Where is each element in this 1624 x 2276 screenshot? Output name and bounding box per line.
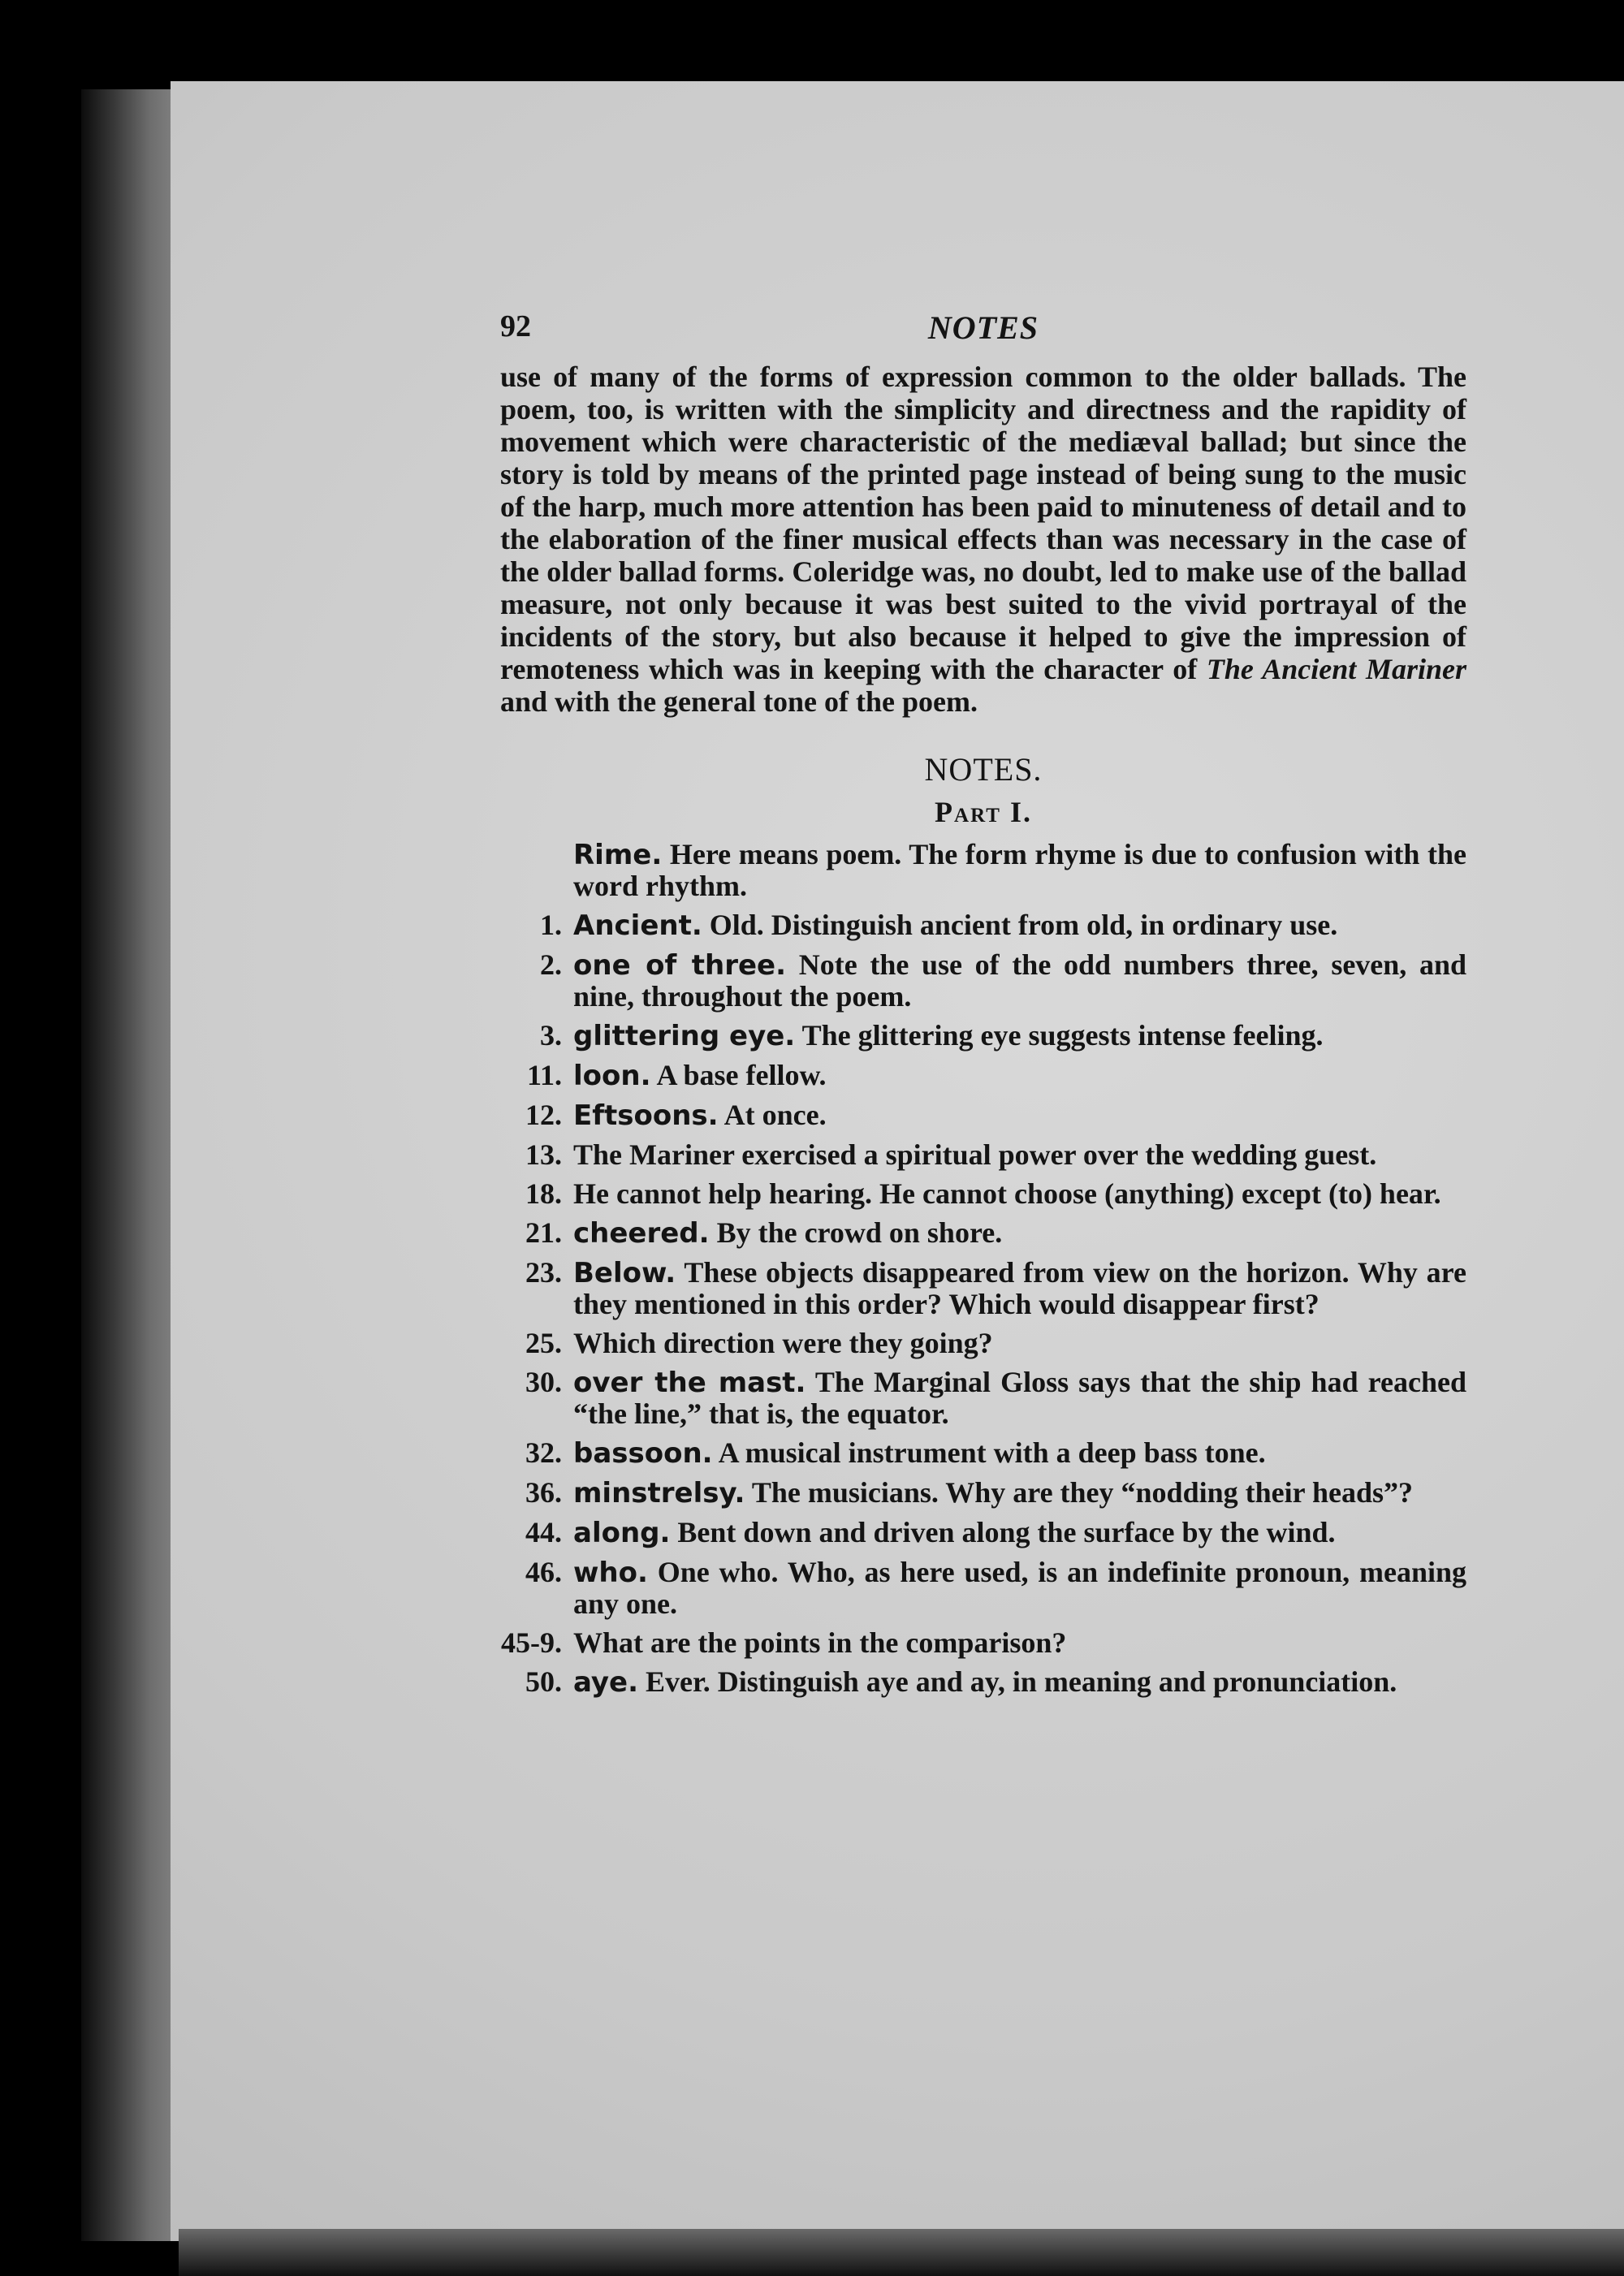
intro-paragraph — [500, 361, 1466, 718]
note-line-number: 3. — [540, 1019, 562, 1052]
note-entry — [500, 1328, 1466, 1358]
note-entry — [500, 1257, 1466, 1319]
note-entry — [500, 1477, 1466, 1509]
note-text: The musicians. Why are they “nodding their heads”? — [751, 1476, 1413, 1509]
note-entry — [500, 949, 1466, 1012]
note-entry — [500, 1020, 1466, 1052]
note-text: Which direction were they going? — [573, 1327, 993, 1359]
note-term: along. — [573, 1517, 671, 1549]
note-entry — [500, 1627, 1466, 1658]
intro-text: use of many of the forms of expression common to the older ballads. The poem, too, is written with the simplicity and directness and the rapidity of movement which were characteristic of the mediæval ballad; but since the story is told by means of the printed page instead of being sung to the music of the harp, much more attention has been paid to minuteness of detail and to the elaboration of the finer musical effects than was necessary in the case of the older ballad forms. Coleridge was, no doubt, led to make use of the ballad measure, not only because it was best suited to the vivid portrayal of the incidents of the story, but also because it helped to give the impression of remoteness which was in keeping with the character of — [500, 361, 1466, 685]
note-line-number: 2. — [540, 948, 562, 981]
note-text: A base fellow. — [656, 1059, 827, 1091]
note-text: The glittering eye suggests intense feeling. — [801, 1019, 1324, 1052]
note-line-number: 23. — [525, 1256, 562, 1289]
note-entry — [500, 839, 1466, 901]
note-line-number: 12. — [525, 1099, 562, 1131]
note-text: He cannot help hearing. He cannot choose (anything) except (to) hear. — [573, 1177, 1441, 1210]
note-line-number: 36. — [525, 1476, 562, 1509]
note-line-number: 32. — [525, 1436, 562, 1469]
note-term: over the mast. — [573, 1367, 806, 1399]
note-term: Rime. — [573, 839, 663, 871]
note-term: cheered. — [573, 1217, 710, 1250]
note-text: The Marginal Gloss says that the ship had reached “the line,” that is, the equator. — [573, 1366, 1466, 1430]
note-line-number: 18. — [525, 1177, 562, 1210]
note-text: One who. Who, as here used, is an indefinite pronoun, meaning any one. — [573, 1556, 1467, 1620]
intro-italic-title: The Ancient Mariner — [1206, 653, 1466, 685]
notes-list — [500, 839, 1466, 1698]
note-line-number: 50. — [525, 1665, 562, 1698]
note-entry — [500, 1217, 1466, 1249]
note-term: Eftsoons. — [573, 1099, 719, 1132]
note-text: Ever. Distinguish aye and ay, in meaning and pronunciation. — [646, 1665, 1397, 1698]
running-head — [500, 309, 1466, 357]
note-text: Bent down and driven along the surface by the wind. — [677, 1516, 1336, 1548]
note-text: Here means poem. The form rhyme is due to confusion with the word rhythm. — [573, 838, 1466, 902]
note-line-number: 44. — [525, 1516, 562, 1548]
note-text: These objects disappeared from view on the horizon. Why are they mentioned in this order? Which would disappear first? — [573, 1256, 1466, 1320]
note-entry — [500, 1139, 1466, 1170]
note-line-number: 21. — [525, 1216, 562, 1249]
note-text: Note the use of the odd numbers three, seven, and nine, throughout the poem. — [573, 948, 1467, 1013]
note-text: Old. Distinguish ancient from old, in ordinary use. — [709, 909, 1338, 941]
note-line-number: 11. — [526, 1059, 562, 1091]
note-term: minstrelsy. — [573, 1477, 745, 1509]
note-line-number: 30. — [525, 1366, 562, 1398]
note-text: By the crowd on shore. — [716, 1216, 1003, 1249]
page-number: 92 — [500, 309, 531, 343]
note-term: aye. — [573, 1666, 639, 1699]
note-entry — [500, 1060, 1466, 1091]
note-line-number: 46. — [525, 1556, 562, 1588]
notes-heading: NOTES. — [924, 751, 1043, 788]
note-entry — [500, 1557, 1466, 1619]
intro-tail: and with the general tone of the poem. — [500, 685, 978, 718]
note-term: who. — [573, 1557, 648, 1589]
note-text: A musical instrument with a deep bass tone. — [718, 1436, 1266, 1469]
note-entry — [500, 1666, 1466, 1698]
page-bottom-shadow — [179, 2229, 1624, 2276]
note-term: one of three. — [573, 949, 787, 982]
note-entry — [500, 1517, 1466, 1548]
note-line-number: 45-9. — [501, 1626, 562, 1659]
note-term: Ancient. — [573, 909, 702, 942]
note-term: Below. — [573, 1257, 676, 1289]
note-entry — [500, 1099, 1466, 1131]
note-entry — [500, 1367, 1466, 1429]
note-term: loon. — [573, 1060, 651, 1092]
note-text: The Mariner exercised a spiritual power over the wedding guest. — [573, 1138, 1377, 1171]
note-line-number: 1. — [540, 909, 562, 941]
note-term: bassoon. — [573, 1437, 713, 1470]
note-entry — [500, 1178, 1466, 1209]
part-heading: Part I. — [935, 796, 1032, 828]
note-text: At once. — [723, 1099, 827, 1131]
note-text: What are the points in the comparison? — [573, 1626, 1067, 1659]
note-entry — [500, 1437, 1466, 1469]
running-head-title: NOTES — [927, 309, 1039, 346]
note-entry — [500, 909, 1466, 941]
note-line-number: 13. — [525, 1138, 562, 1171]
note-line-number: 25. — [525, 1327, 562, 1359]
page-text-block — [500, 309, 1466, 1706]
note-term: glittering eye. — [573, 1020, 796, 1052]
